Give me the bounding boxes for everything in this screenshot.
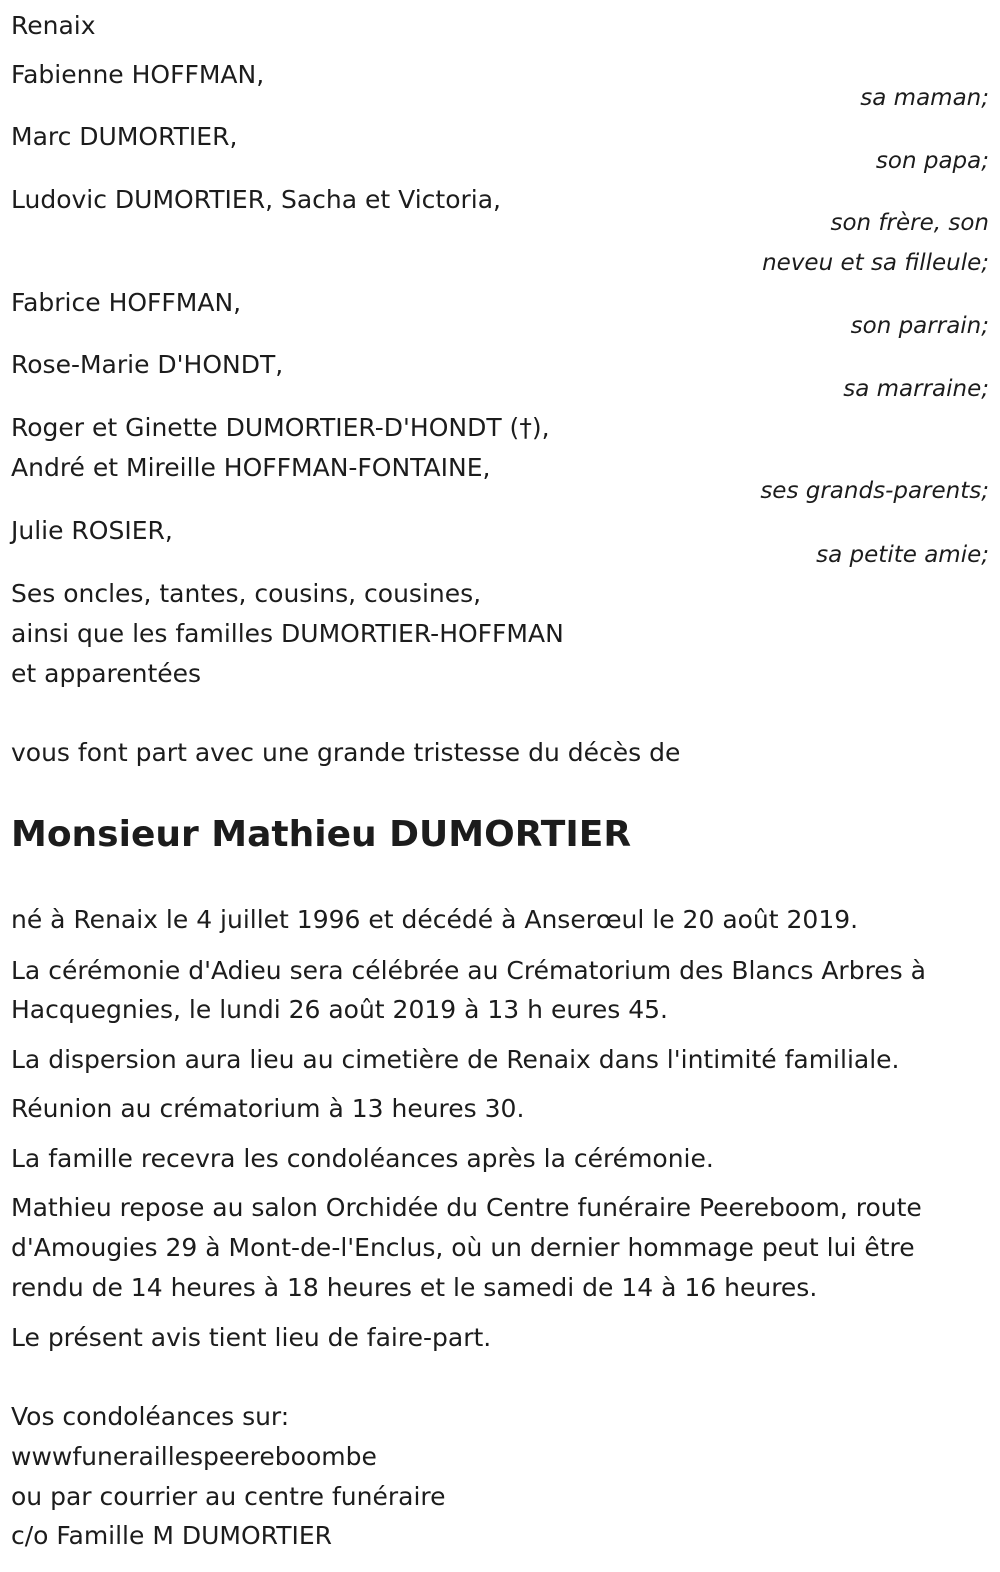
family-name-grandparents-2: André et Mireille HOFFMAN-FONTAINE, [11, 453, 491, 482]
family-name-godfather: Fabrice HOFFMAN, [11, 288, 242, 317]
relation-brother-line2: neveu et sa filleule; [762, 250, 989, 276]
extended-family-line2: ainsi que les familles DUMORTIER-HOFFMAN [11, 619, 564, 648]
family-name-grandparents-1: Roger et Ginette DUMORTIER-D'HONDT (†), [11, 413, 550, 442]
family-name-brother: Ludovic DUMORTIER, Sacha et Victoria, [11, 185, 501, 214]
relation-father: son papa; [875, 148, 989, 174]
family-name-girlfriend: Julie ROSIER, [11, 516, 173, 545]
contact-line3: ou par courrier au centre funéraire [11, 1482, 446, 1511]
relation-girlfriend: sa petite amie; [816, 542, 989, 568]
dispersion: La dispersion aura lieu au cimetière de Renaix dans l'intimité familiale. [11, 1045, 900, 1074]
relation-grandparents: ses grands-parents; [760, 478, 989, 504]
meeting: Réunion au crématorium à 13 heures 30. [11, 1094, 525, 1123]
city: Renaix [11, 11, 96, 40]
condolences-info: La famille recevra les condoléances après la cérémonie. [11, 1144, 714, 1173]
ceremony-line2: Hacquegnies, le lundi 26 août 2019 à 13 h eures 45. [11, 995, 669, 1024]
family-name-mother: Fabienne HOFFMAN, [11, 60, 265, 89]
announcement: vous font part avec une grande tristesse du décès de [11, 738, 681, 767]
contact-line4: c/o Famille M DUMORTIER [11, 1521, 333, 1550]
relation-godfather: son parrain; [850, 313, 989, 339]
contact-website[interactable]: wwwfuneraillespeereboombe [11, 1442, 377, 1471]
extended-family-line1: Ses oncles, tantes, cousins, cousines, [11, 579, 482, 608]
extended-family-line3: et apparentées [11, 659, 202, 688]
birth-death: né à Renaix le 4 juillet 1996 et décédé à Anserœul le 20 août 2019. [11, 905, 859, 934]
deceased-name: Monsieur Mathieu DUMORTIER [11, 814, 632, 855]
relation-godmother: sa marraine; [843, 376, 989, 402]
notice: Le présent avis tient lieu de faire-part. [11, 1323, 492, 1352]
repose-line2: d'Amougies 29 à Mont-de-l'Enclus, où un dernier hommage peut lui être [11, 1233, 915, 1262]
family-name-godmother: Rose-Marie D'HONDT, [11, 350, 284, 379]
contact-line1: Vos condoléances sur: [11, 1402, 290, 1431]
relation-brother-line1: son frère, son [830, 210, 989, 236]
repose-line3: rendu de 14 heures à 18 heures et le samedi de 14 à 16 heures. [11, 1273, 818, 1302]
ceremony-line1: La cérémonie d'Adieu sera célébrée au Crématorium des Blancs Arbres à [11, 956, 926, 985]
family-name-father: Marc DUMORTIER, [11, 122, 238, 151]
repose-line1: Mathieu repose au salon Orchidée du Centre funéraire Peereboom, route [11, 1193, 922, 1222]
relation-mother: sa maman; [860, 85, 989, 111]
